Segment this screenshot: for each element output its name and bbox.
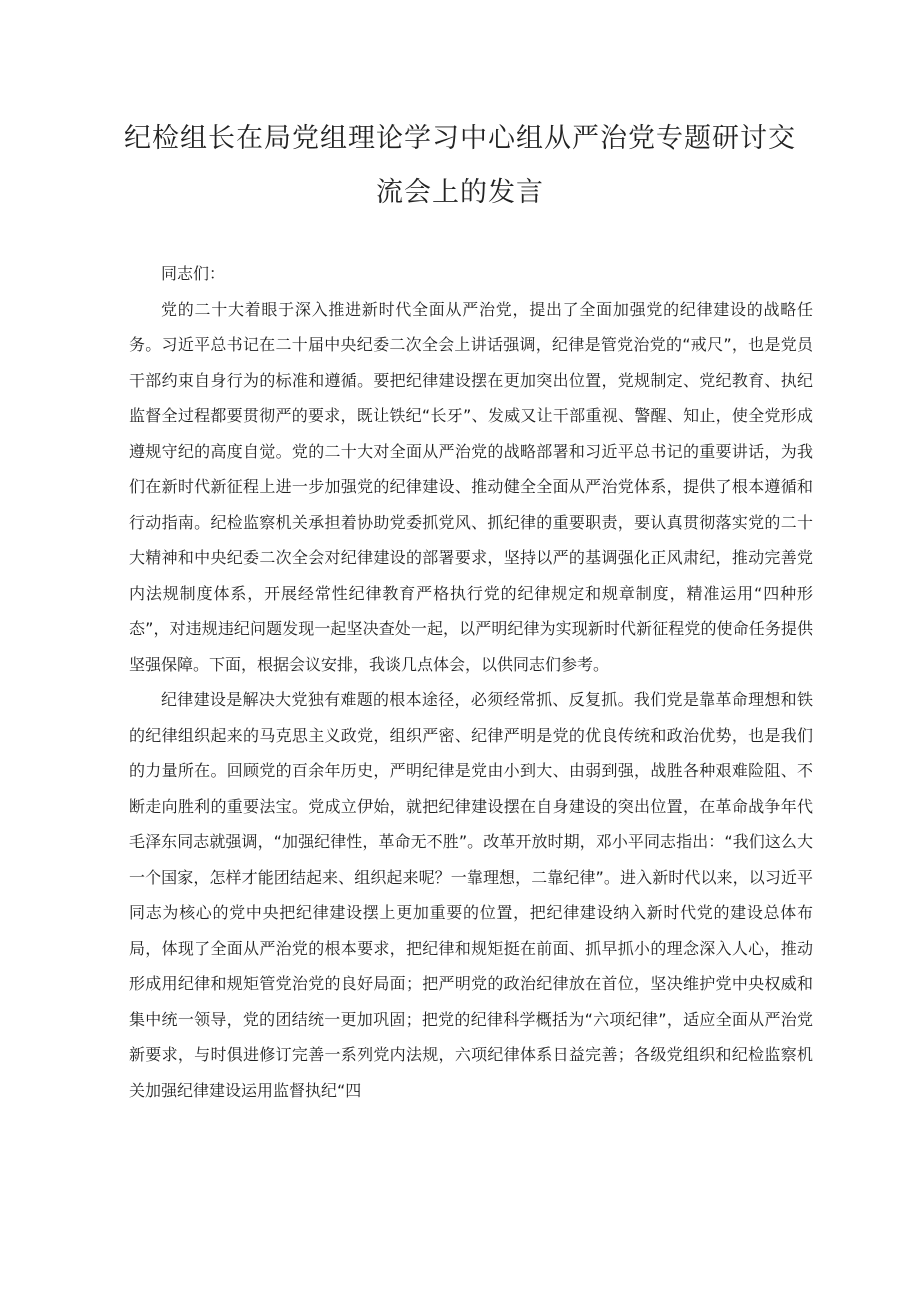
paragraph-1: 党的二十大着眼于深入推进新时代全面从严治党，提出了全面加强党的纪律建设的战略任务。习近平总书记在二十届中央纪委二次全会上讲话强调，纪律是管党治党的“戒尺”，也是党员干部约束自身行为的标准和遵循。要把纪律建设摆在更加突出位置，党规制定、党纪教育、执纪监督全过程都要贯彻严的要求，既让铁纪“长牙”、发威又让干部重视、警醒、知止，使全党形成遵规守纪的高度自觉。党的二十大对全面从严治党的战略部署和习近平总书记的重要讲话，为我们在新时代新征程上进一步加强党的纪律建设、推动健全全面从严治党体系，提供了根本遵循和行动指南。纪检监察机关承担着协助党委抓党风、抓纪律的重要职责，要认真贯彻落实党的二十大精神和中央纪委二次全会对纪律建设的部署要求，坚持以严的基调强化正风肃纪，推动完善党内法规制度体系，开展经常性纪律教育严格执行党的纪律规定和规章制度，精准运用“四种形态”，对违规违纪问题发现一起坚决查处一起，以严明纪律为实现新时代新征程党的使命任务提供坚强保障。下面，根据会议安排，我谈几点体会，以供同志们参考。 [129,299,813,674]
title-line-1: 纪检组长在局党组理论学习中心组从严治党专题研讨交 [124,123,796,154]
title-line-2: 流会上的发言 [376,177,544,208]
paragraph-2: 纪律建设是解决大党独有难题的根本途径，必须经常抓、反复抓。我们党是靠革命理想和铁的纪律组织起来的马克思主义政党，组织严密、纪律严明是党的优良传统和政治优势，也是我们的力量所在。回顾党的百余年历史，严明纪律是党由小到大、由弱到强，战胜各种艰难险阻、不断走向胜利的重要法宝。党成立伊始，就把纪律建设摆在自身建设的突出位置，在革命战争年代毛泽东同志就强调，“加强纪律性，革命无不胜”。改革开放时期，邓小平同志指出：“我们这么大一个国家，怎样才能团结起来、组织起来呢？一靠理想，二靠纪律”。进入新时代以来，以习近平同志为核心的党中央把纪律建设摆上更加重要的位置，把纪律建设纳入新时代党的建设总体布局，体现了全面从严治党的根本要求，把纪律和规矩挺在前面、抓早抓小的理念深入人心，推动形成用纪律和规矩管党治党的良好局面；把严明党的政治纪律放在首位，坚决维护党中央权威和集中统一领导，党的团结统一更加巩固；把党的纪律科学概括为“六项纪律”，适应全面从严治党新要求，与时俱进修订完善一系列党内法规，六项纪律体系日益完善；各级党组织和纪检监察机关加强纪律建设运用监督执纪“四 [129,690,813,1100]
document-body [129,256,813,1108]
salutation: 同志们： [161,264,226,283]
document-title [100,112,820,220]
